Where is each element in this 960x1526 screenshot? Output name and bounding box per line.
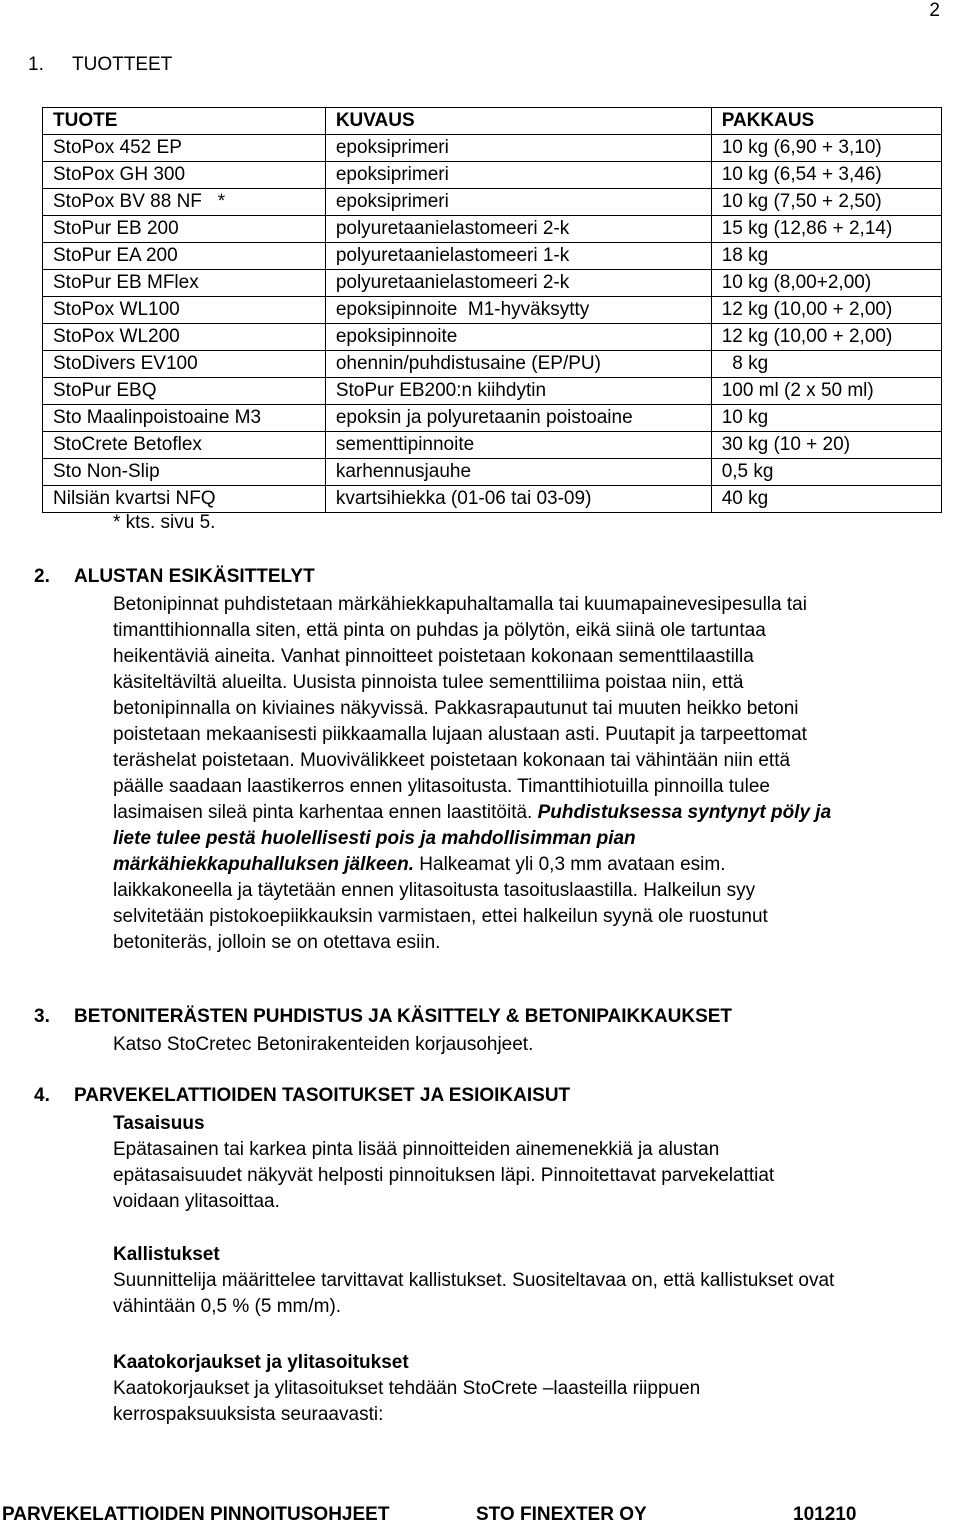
cell-tuote: StoCrete Betoflex [43,432,326,459]
header-tuote: TUOTE [43,108,326,135]
subheading-tasaisuus: Tasaisuus [113,1113,205,1134]
paragraph-line [113,852,958,878]
cell-kuvaus: StoPur EB200:n kiihdytin [325,378,711,405]
cell-pakkaus: 12 kg (10,00 + 2,00) [711,297,941,324]
cell-kuvaus: epoksiprimeri [325,162,711,189]
cell-tuote: StoPur EB MFlex [43,270,326,297]
emphasis-line: liete tulee pestä huolellisesti pois ja mahdollisimman pian [113,828,636,849]
table-row [43,135,942,162]
cell-tuote: Nilsiän kvartsi NFQ [43,486,326,513]
paragraph-line: poistetaan mekaanisesti piikkaamalla lujaan alustaan asti. Puutapit ja tarpeettomat [113,724,807,745]
paragraph-line: timanttihionnalla siten, että pinta on puhdas ja pölytön, eikä siinä ole tartuntaa [113,620,766,641]
table-row [43,432,942,459]
kaatokorjaukset-block [113,1350,958,1428]
table-row [43,405,942,432]
kallistukset-block [113,1242,958,1320]
paragraph-line: selvitetään pistokoepiikkauksin varmistaen, ettei halkeilun syynä ole ruostunut [113,906,768,927]
paragraph-line: päälle saadaan laastikerros ennen ylitasoitusta. Timanttihiotuilla pinnoilla tulee [113,776,770,797]
paragraph-line: Betonipinnat puhdistetaan märkähiekkapuhaltamalla tai kuumapainevesipesulla tai [113,594,807,615]
subheading-kallistukset: Kallistukset [113,1244,220,1265]
cell-tuote: StoPox 452 EP [43,135,326,162]
footer-document-title: PARVEKELATTIOIDEN PINNOITUSOHJEET [2,1504,390,1525]
paragraph-line: vähintään 0,5 % (5 mm/m). [113,1296,342,1317]
cell-kuvaus: epoksiprimeri [325,189,711,216]
cell-kuvaus: kvartsihiekka (01-06 tai 03-09) [325,486,711,513]
paragraph-text: Halkeamat yli 0,3 mm avataan esim. [414,854,726,875]
cell-pakkaus: 40 kg [711,486,941,513]
table-row [43,459,942,486]
cell-pakkaus: 10 kg [711,405,941,432]
cell-kuvaus: karhennusjauhe [325,459,711,486]
cell-pakkaus: 10 kg (6,54 + 3,46) [711,162,941,189]
table-row [43,243,942,270]
cell-pakkaus: 12 kg (10,00 + 2,00) [711,324,941,351]
cell-pakkaus: 8 kg [711,351,941,378]
section-4-number: 4. [34,1085,50,1106]
paragraph-line: kerrospaksuuksista seuraavasti: [113,1404,384,1425]
paragraph-line: Epätasainen tai karkea pinta lisää pinnoitteiden ainemenekkiä ja alustan [113,1139,720,1160]
paragraph-line: voidaan ylitasoittaa. [113,1191,280,1212]
cell-pakkaus: 10 kg (7,50 + 2,50) [711,189,941,216]
cell-tuote: StoPur EB 200 [43,216,326,243]
cell-pakkaus: 100 ml (2 x 50 ml) [711,378,941,405]
section-2-title: ALUSTAN ESIKÄSITTELYT [74,566,315,587]
paragraph-line: laikkakoneella ja täytetään ennen ylitasoitusta tasoituslaastilla. Halkeilun syy [113,880,756,901]
section-3-title: BETONITERÄSTEN PUHDISTUS JA KÄSITTELY & BETONIPAIKKAUKSET [74,1006,733,1027]
cell-tuote: StoPur EA 200 [43,243,326,270]
section-4-title: PARVEKELATTIOIDEN TASOITUKSET JA ESIOIKAISUT [74,1085,571,1106]
cell-tuote: Sto Non-Slip [43,459,326,486]
cell-pakkaus: 18 kg [711,243,941,270]
paragraph-line: betoniteräs, jolloin se on otettava esiin. [113,932,441,953]
cell-tuote: StoPur EBQ [43,378,326,405]
cell-pakkaus: 30 kg (10 + 20) [711,432,941,459]
cell-tuote: StoPox BV 88 NF * [43,189,326,216]
cell-kuvaus: ohennin/puhdistusaine (EP/PU) [325,351,711,378]
page-number: 2 [929,0,940,21]
cell-tuote: StoDivers EV100 [43,351,326,378]
table-row [43,216,942,243]
section-3-body [113,1032,958,1058]
table-row [43,270,942,297]
section-2-body [113,592,958,956]
cell-tuote: StoPox GH 300 [43,162,326,189]
table-row [43,297,942,324]
paragraph-line: epätasaisuudet näkyvät helposti pinnoituksen läpi. Pinnoitettavat parvekelattiat [113,1165,775,1186]
cell-pakkaus: 0,5 kg [711,459,941,486]
table-row [43,162,942,189]
cell-pakkaus: 10 kg (6,90 + 3,10) [711,135,941,162]
cell-kuvaus: sementtipinnoite [325,432,711,459]
cell-tuote: Sto Maalinpoistoaine M3 [43,405,326,432]
cell-tuote: StoPox WL200 [43,324,326,351]
section-3-number: 3. [34,1006,50,1027]
section-1-title: TUOTTEET [72,54,173,75]
header-pakkaus: PAKKAUS [711,108,941,135]
cell-pakkaus: 10 kg (8,00+2,00) [711,270,941,297]
cell-tuote: StoPox WL100 [43,297,326,324]
table-row [43,486,942,513]
paragraph-line: Suunnittelija määrittelee tarvittavat kallistukset. Suositeltavaa on, että kallistukset ovat [113,1270,835,1291]
table-header-row [43,108,942,135]
cell-kuvaus: epoksin ja polyuretaanin poistoaine [325,405,711,432]
cell-kuvaus: epoksipinnoite M1-hyväksytty [325,297,711,324]
cell-kuvaus: polyuretaanielastomeeri 2-k [325,270,711,297]
paragraph-line: teräshelat poistetaan. Muovivälikkeet poistetaan kokonaan tai vähintään niin että [113,750,791,771]
footer-date-code: 101210 [793,1504,857,1525]
table-row [43,351,942,378]
paragraph-line: Kaatokorjaukset ja ylitasoitukset tehdään StoCrete –laasteilla riippuen [113,1378,701,1399]
section-4-heading [34,1085,570,1107]
subheading-kaatokorjaukset: Kaatokorjaukset ja ylitasoitukset [113,1352,409,1373]
section-2-heading [34,566,315,588]
table-row [43,324,942,351]
products-table [42,107,942,513]
paragraph-line [113,800,958,826]
table-row [43,378,942,405]
cell-kuvaus: epoksiprimeri [325,135,711,162]
table-row [43,189,942,216]
cell-pakkaus: 15 kg (12,86 + 2,14) [711,216,941,243]
paragraph-line: heikentäviä aineita. Vanhat pinnoitteet poistetaan kokonaan sementtilaastilla [113,646,754,667]
emphasis-text: Puhdistuksessa syntynyt pöly ja [537,802,832,823]
table-footnote: * kts. sivu 5. [113,512,216,533]
section-3-heading [34,1006,732,1028]
tasaisuus-block [113,1111,958,1215]
paragraph-text: lasimaisen sileä pinta karhentaa ennen laastitöitä. [113,802,538,823]
cell-kuvaus: polyuretaanielastomeeri 2-k [325,216,711,243]
cell-kuvaus: polyuretaanielastomeeri 1-k [325,243,711,270]
section-2-number: 2. [34,566,50,587]
header-kuvaus: KUVAUS [325,108,711,135]
footer-company: STO FINEXTER OY [476,1504,647,1525]
cell-kuvaus: epoksipinnoite [325,324,711,351]
paragraph-line: käsiteltäviltä alueilta. Uusista pinnoista tulee sementtiliima poistaa niin, että [113,672,744,693]
section-1-number: 1. [28,54,44,75]
paragraph-line: betonipinnalla on kiviaines näkyvissä. Pakkasrapautunut tai muuten heikko betoni [113,698,799,719]
paragraph-line: Katso StoCretec Betonirakenteiden korjausohjeet. [113,1034,534,1055]
emphasis-text: märkähiekkapuhalluksen jälkeen. [113,854,414,875]
section-1-heading [28,54,172,76]
